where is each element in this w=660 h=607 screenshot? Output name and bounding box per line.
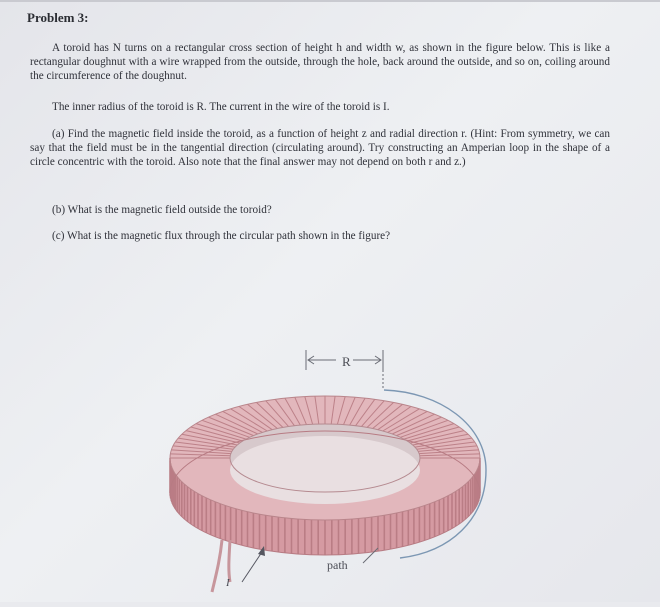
radius-label: R xyxy=(342,354,351,369)
intro-paragraph: A toroid has N turns on a rectangular cross section of height h and width w, as shown in the figure below. This is like a rectangular doughnut with a wire wrapped from the outside, through the hole, back around the outside, and so on, coiling around the circumference of the doughnut. xyxy=(30,42,610,82)
problem-title: Problem 3: xyxy=(27,10,89,25)
current-label: I xyxy=(226,577,230,589)
toroid-figure xyxy=(150,330,510,602)
top-border xyxy=(0,0,660,2)
part-c-paragraph: (c) What is the magnetic flux through the circular path shown in the figure? xyxy=(52,230,391,242)
path-label: path xyxy=(327,558,348,572)
toroid-coil xyxy=(170,396,480,555)
part-b-paragraph: (b) What is the magnetic field outside the toroid? xyxy=(52,204,272,216)
part-a-paragraph: (a) Find the magnetic field inside the toroid, as a function of height z and radial direction r. (Hint: From symmetry, we can say that the field must be in the tangential direction (circulating around). Try constructing an Amperian loop in the shape of a circle concentric with the toroid. Also note that the final answer may not depend on both r and z.) xyxy=(30,128,610,168)
current-arrow xyxy=(242,546,265,582)
radius-current-paragraph: The inner radius of the toroid is R. The current in the wire of the toroid is I. xyxy=(52,101,390,113)
